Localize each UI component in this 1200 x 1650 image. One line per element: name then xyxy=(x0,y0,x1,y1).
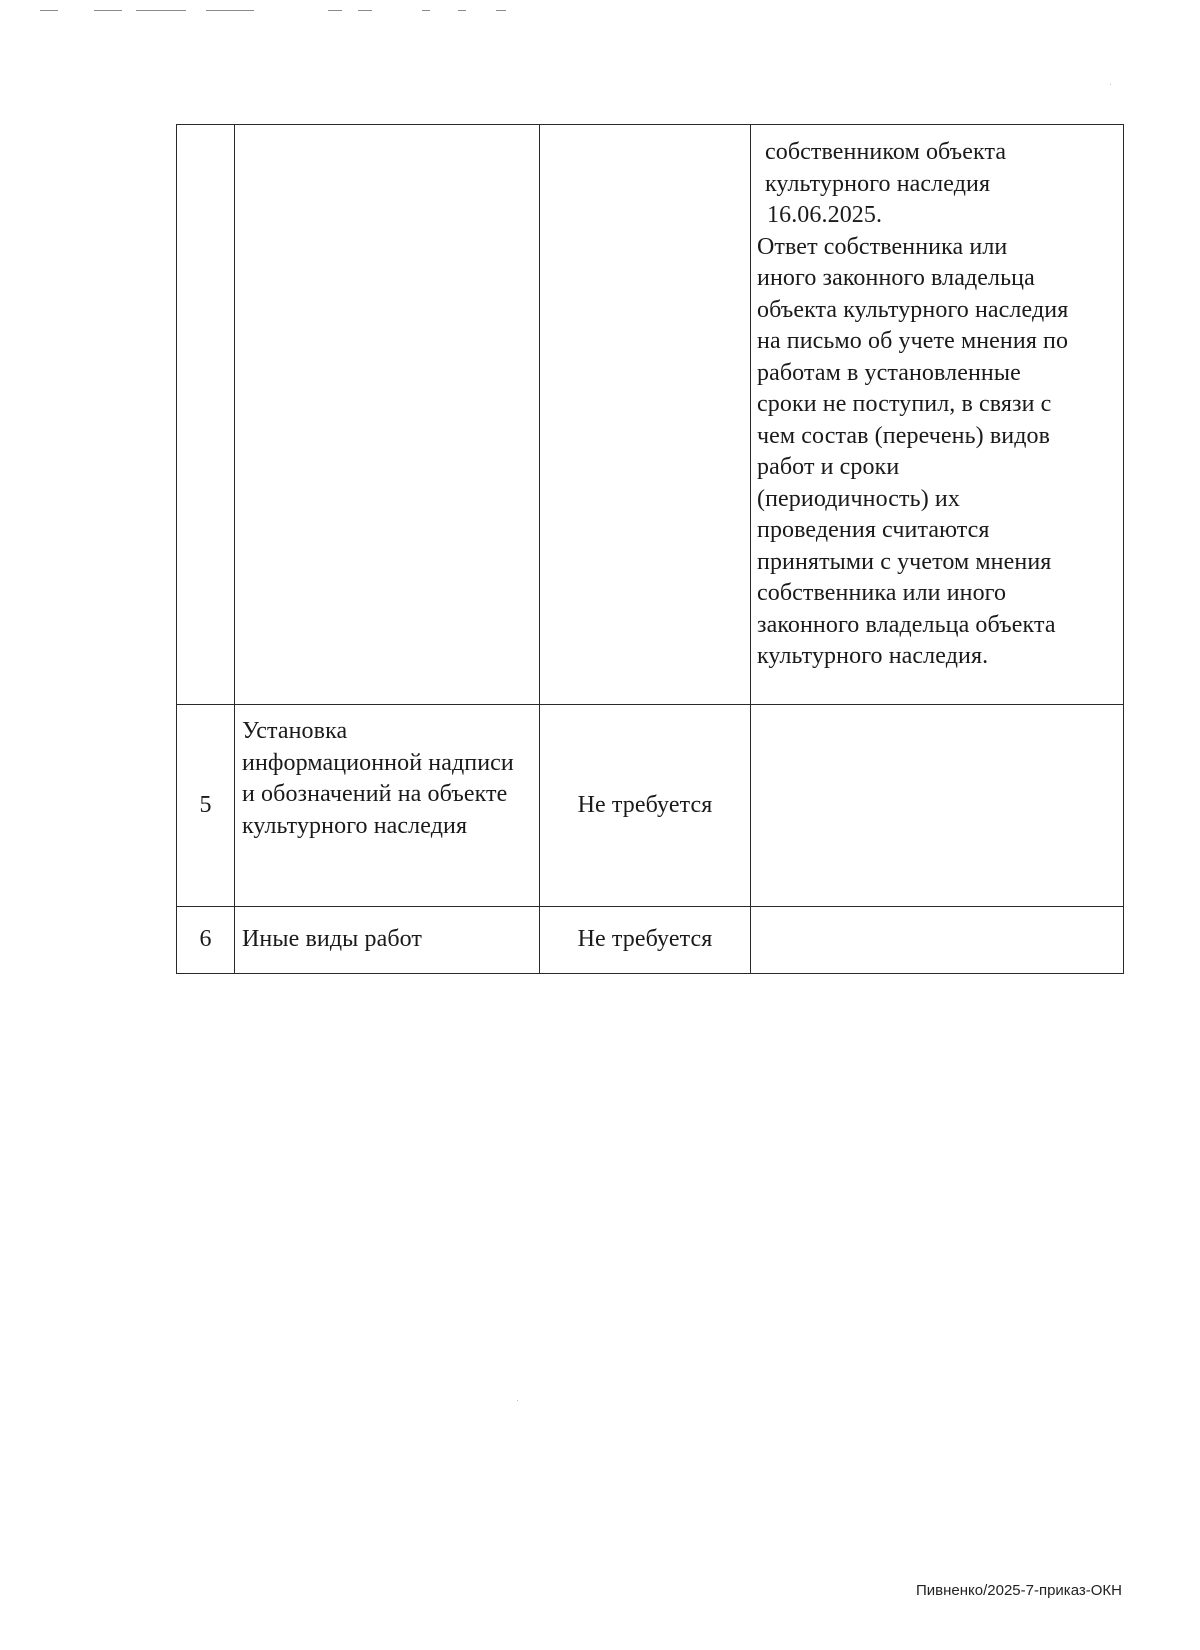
note-line: Ответ собственника или xyxy=(757,233,1008,260)
note-line: работ и сроки xyxy=(757,454,900,480)
note-cell xyxy=(751,125,1124,705)
work-status: Не требуется xyxy=(540,705,751,907)
work-type xyxy=(235,125,540,705)
table-row xyxy=(177,125,1124,705)
note-line: иного законного владельца xyxy=(757,265,1035,291)
note-cell xyxy=(751,705,1124,907)
scan-speck xyxy=(517,1400,518,1401)
work-type: Установка информационной надписи и обозначений на объекте культурного наследия xyxy=(235,705,540,907)
note-line: принятыми с учетом мнения xyxy=(757,548,1052,575)
note-line: проведения считаются xyxy=(757,517,990,543)
scan-speck xyxy=(1110,84,1111,85)
scan-artifact-marks xyxy=(40,10,540,16)
note-line: работам в установленные xyxy=(757,359,1021,386)
work-status xyxy=(540,125,751,705)
note-line: собственника или иного xyxy=(757,580,1007,606)
note-line: объекта культурного наследия xyxy=(757,296,1069,323)
note-line: сроки не поступил, в связи с xyxy=(757,391,1052,417)
note-line: культурного наследия xyxy=(765,170,991,197)
work-type: Иные виды работ xyxy=(235,907,540,974)
document-reference: Пивненко/2025-7-приказ-ОКН xyxy=(915,1582,1122,1599)
work-status: Не требуется xyxy=(540,907,751,974)
row-number xyxy=(177,125,235,705)
note-line: законного владельца объекта xyxy=(757,611,1056,638)
row-number: 6 xyxy=(177,907,235,974)
table-row xyxy=(177,907,1124,974)
note-line: на письмо об учете мнения по xyxy=(757,328,1069,354)
note-line: собственником объекта xyxy=(765,139,1007,165)
row-number: 5 xyxy=(177,705,235,907)
works-table xyxy=(176,124,1124,974)
note-line: чем состав (перечень) видов xyxy=(757,422,1051,449)
note-line: культурного наследия. xyxy=(757,643,989,669)
table-row xyxy=(177,705,1124,907)
note-line: (периодичность) их xyxy=(757,485,960,512)
note-line: 16.06.2025. xyxy=(767,202,883,228)
note-cell xyxy=(751,907,1124,974)
